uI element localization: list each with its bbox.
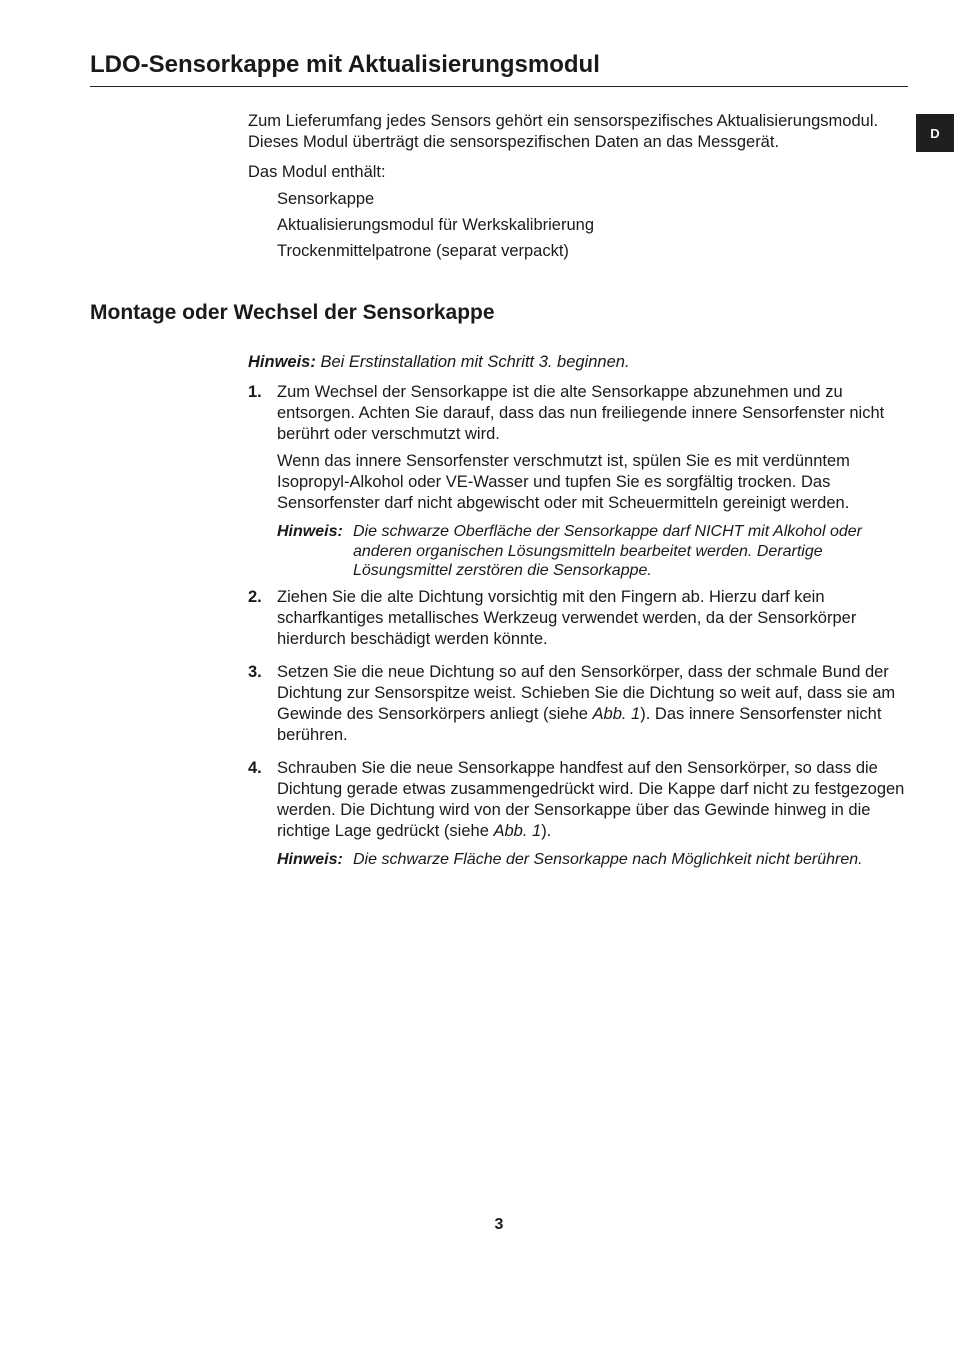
note-text: Bei Erstinstallation mit Schritt 3. beginnen.: [320, 353, 630, 371]
step-1: [248, 382, 908, 581]
list-item: Sensorkappe: [277, 190, 375, 208]
intro-section: [248, 111, 908, 264]
step-text: ).: [541, 821, 552, 840]
step-text: Schrauben Sie die neue Sensorkappe handfest auf den Sensorkörper, so dass die Dichtung gerade etwas zusammengedrückt wird. Die Kappe darf nicht zu festgezogen werden. Die Dichtung wird von der Sensorkappe über das Gewinde hinweg in die richtige Lage gedrückt (siehe: [277, 758, 905, 840]
contains-label: Das Modul enthält:: [248, 163, 386, 181]
step-text: Setzen Sie die neue Dichtung so auf den Sensorkörper, dass der schmale Bund der Dichtung zur Sensorspitze weist. Schieben Sie die Dichtung so weit auf, dass sie am Gewinde des Sensorkörpers anliegt (siehe: [277, 662, 896, 723]
page-title: LDO-Sensorkappe mit Aktualisierungsmodul: [90, 48, 908, 87]
section-heading: Montage oder Wechsel der Sensorkappe: [90, 301, 495, 324]
step-number: 4.: [248, 758, 262, 777]
list-item: Aktualisierungsmodul für Werkskalibrierung: [277, 216, 594, 234]
step-paragraph: [277, 662, 908, 746]
section-note: [248, 352, 908, 373]
step-2: [248, 587, 908, 656]
figure-reference: Abb. 1: [493, 821, 542, 840]
list-item: Trockenmittelpatrone (separat verpackt): [277, 242, 569, 260]
steps-section: [248, 352, 908, 875]
step-hint: [277, 850, 908, 870]
step-hint: [277, 522, 908, 581]
contents-list: [248, 186, 908, 264]
figure-reference: Abb. 1: [592, 704, 641, 723]
hint-label: Hinweis:: [277, 850, 343, 868]
step-number: 1.: [248, 383, 262, 401]
step-4: [248, 758, 908, 870]
step-paragraph: Wenn das innere Sensorfenster verschmutzt ist, spülen Sie es mit verdünntem Isopropyl-Alkohol oder VE-Wasser und tupfen Sie es sorgfältig trocken. Das Sensorfenster darf nicht abgewischt oder mit Scheuermitteln gereinigt werden.: [277, 452, 850, 512]
step-paragraph: Zum Wechsel der Sensorkappe ist die alte Sensorkappe abzunehmen und zu entsorgen. Achten Sie darauf, dass das nun freiliegende innere Sensorfenster nicht berührt oder verschmutzt wird.: [277, 383, 885, 443]
step-3: [248, 662, 908, 752]
intro-paragraph: Zum Lieferumfang jedes Sensors gehört ein sensorspezifisches Aktualisierungsmodul. Dieses Modul überträgt die sensorspezifischen Daten an das Messgerät.: [248, 112, 879, 151]
note-label: Hinweis:: [248, 353, 316, 371]
hint-text: Die schwarze Oberfläche der Sensorkappe darf NICHT mit Alkohol oder anderen organischen Lösungsmitteln bearbeitet werden. Derartige Lösungsmittel zerstören die Sensorkappe.: [353, 523, 862, 579]
hint-text: Die schwarze Fläche der Sensorkappe nach Möglichkeit nicht berühren.: [353, 850, 863, 868]
step-number: 3.: [248, 662, 262, 681]
page-number: 3: [494, 1216, 504, 1233]
language-tab: D: [916, 114, 954, 152]
step-text: ). Das innere Sensorfenster nicht berühren.: [277, 704, 882, 744]
hint-label: Hinweis:: [277, 523, 343, 540]
step-paragraph: Ziehen Sie die alte Dichtung vorsichtig mit den Fingern ab. Hierzu darf kein scharfkantiges metallisches Werkzeug verwendet werden, da der Sensorkörper hierdurch beschädigt werden könnte.: [277, 587, 857, 648]
step-number: 2.: [248, 587, 262, 606]
step-paragraph: [277, 758, 908, 842]
